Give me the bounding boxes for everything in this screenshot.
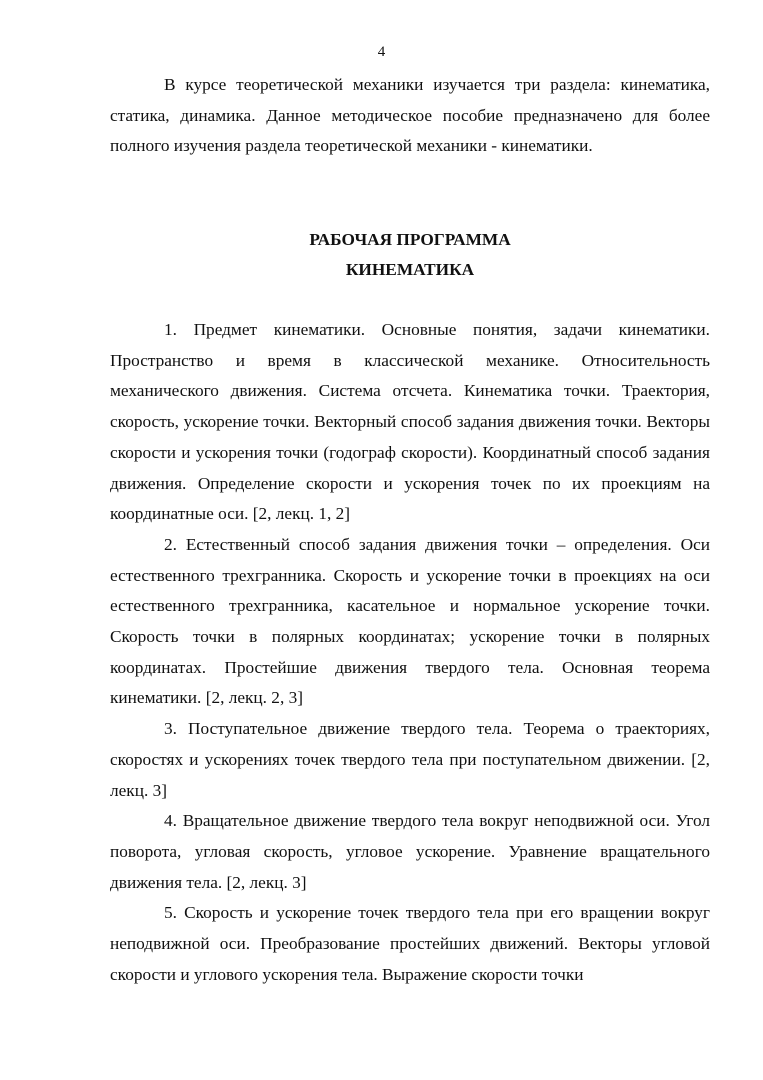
program-item-3: 3. Поступательное движение твердого тела. Теорема о траекториях, скоростях и ускорениях точек твердого тела при поступательном движении. [2, лекц. 3]: [110, 719, 710, 800]
program-item-2: 2. Естественный способ задания движения точки – определения. Оси естественного трехгранника. Скорость и ускорение точки в проекциях на оси естественного трехгранника, касательное и нормальное ускорение точки. Скорость точки в полярных координатах; ускорение точки в полярных координатах. Простейшие движения твердого тела. Основная теорема кинематики. [2, лекц. 2, 3]: [110, 534, 710, 708]
program-item-1: 1. Предмет кинематики. Основные понятия, задачи кинематики. Пространство и время в классической механике. Относительность механического движения. Система отсчета. Кинематика точки. Траектория, скорость, ускорение точки. Векторный способ задания движения точки. Векторы скорости и ускорения точки (годограф скорости). Координатный способ задания движения. Определение скорости и ускорения точек по их проекциям на координатные оси. [2, лекц. 1, 2]: [110, 320, 710, 524]
page-number: 4: [377, 44, 386, 60]
program-list: [110, 315, 710, 990]
intro-paragraph: В курсе теоретической механики изучается три раздела: кинематика, статика, динамика. Данное методическое пособие предназначено для более полного изучения раздела теоретической механики - кинематики.: [110, 75, 710, 156]
section-subtitle: КИНЕМАТИКА: [345, 260, 475, 279]
program-item-5: 5. Скорость и ускорение точек твердого тела при его вращении вокруг неподвижной оси. Преобразование простейших движений. Векторы угловой скорости и углового ускорения тела. Выражение скорости точки: [110, 903, 710, 984]
section-title: РАБОЧАЯ ПРОГРАММА: [309, 230, 511, 249]
intro-section: [110, 70, 710, 162]
program-item-4: 4. Вращательное движение твердого тела вокруг неподвижной оси. Угол поворота, угловая скорость, угловое ускорение. Уравнение вращательного движения тела. [2, лекц. 3]: [110, 811, 710, 892]
